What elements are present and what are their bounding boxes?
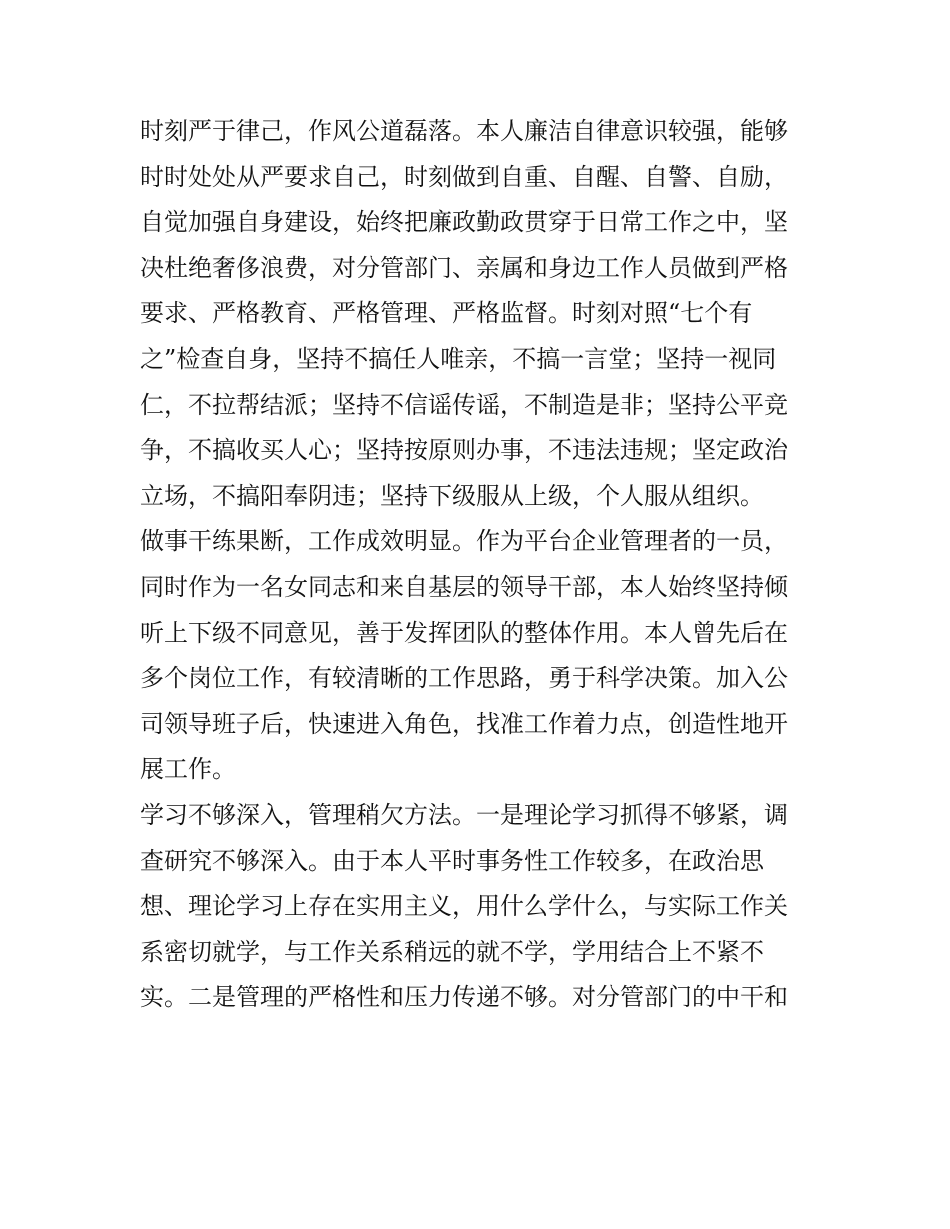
text-line: 同时作为一名女同志和来自基层的领导干部，本人始终坚持倾 [140,572,788,601]
document-body [140,109,830,1021]
text-line: 要求、严格教育、严格管理、严格监督。时刻对照“七个有 [140,299,753,328]
text-line: 想、理论学习上存在实用主义，用什么学什么，与实际工作关 [140,892,788,921]
text-line: 争，不搞收买人心；坚持按原则办事，不违法违规；坚定政治 [140,436,788,465]
text-line: 时时处处从严要求自己，时刻做到自重、自醒、自警、自励， [140,162,788,191]
text-line: 自觉加强自身建设，始终把廉政勤政贯穿于日常工作之中，坚 [140,208,788,237]
text-line: 司领导班子后，快速进入角色，找准工作着力点，创造性地开 [140,709,788,738]
text-line: 听上下级不同意见，善于发挥团队的整体作用。本人曾先后在 [140,618,788,647]
text-line: 实。二是管理的严格性和压力传递不够。对分管部门的中干和 [140,983,788,1012]
text-line: 做事干练果断，工作成效明显。作为平台企业管理者的一员， [140,527,788,556]
text-line: 时刻严于律己，作风公道磊落。本人廉洁自律意识较强，能够 [140,117,788,145]
text-line: 学习不够深入，管理稍欠方法。一是理论学习抓得不够紧，调 [140,800,788,829]
text-line: 立场，不搞阳奉阴违；坚持下级服从上级，个人服从组织。 [140,481,764,510]
text-line: 系密切就学，与工作关系稍远的就不学，学用结合上不紧不 [140,937,764,966]
text-line: 多个岗位工作，有较清晰的工作思路，勇于科学决策。加入公 [140,664,788,693]
text-line: 展工作。 [140,755,236,784]
text-line: 仁，不拉帮结派；坚持不信谣传谣，不制造是非；坚持公平竞 [140,390,788,419]
text-line: 之”检查自身，坚持不搞任人唯亲，不搞一言堂；坚持一视同 [140,344,777,373]
text-line: 决杜绝奢侈浪费，对分管部门、亲属和身边工作人员做到严格 [140,253,788,282]
text-line: 查研究不够深入。由于本人平时事务性工作较多，在政治思 [140,846,764,875]
